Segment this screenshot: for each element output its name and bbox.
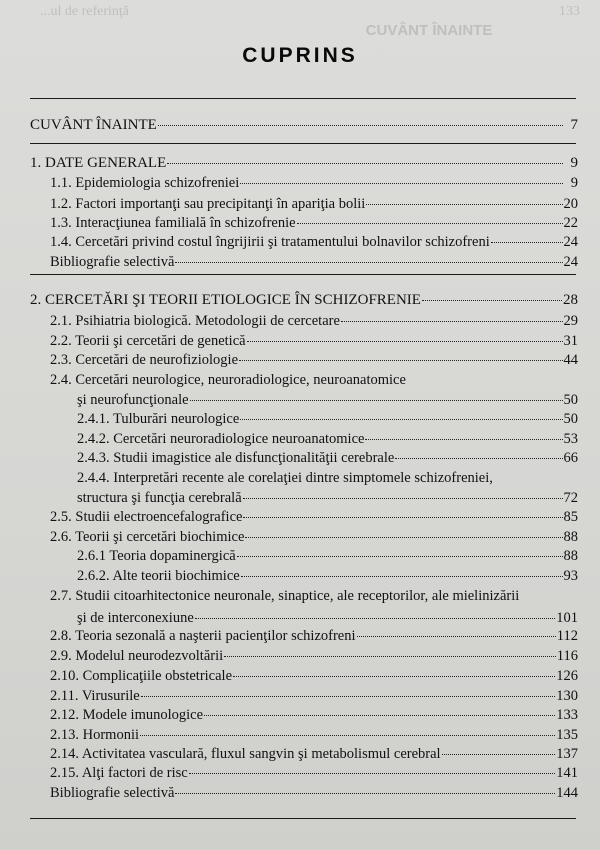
toc-entry-title: Bibliografie selectivă (50, 254, 175, 270)
dot-leader (204, 715, 555, 716)
toc-page-number: 126 (556, 668, 578, 684)
toc-page-number: 24 (563, 234, 578, 250)
toc-entry-title: 2.11. Virusurile (50, 688, 140, 704)
toc-entry[interactable] (50, 648, 578, 664)
toc-page-number: 144 (556, 785, 578, 801)
dot-leader (175, 262, 562, 263)
toc-entry-title: 2.3. Cercetări de neurofiziologie (50, 352, 239, 368)
toc-page-number: 133 (556, 707, 578, 723)
toc-entry-title: 2.5. Studii electroencefalografice (50, 509, 243, 525)
toc-entry[interactable] (77, 548, 578, 564)
toc-page-number: 88 (563, 548, 578, 564)
dot-leader (190, 400, 563, 401)
toc-entry-title: 2.6.1 Teoria dopaminergică (77, 548, 236, 564)
toc-entry-title-cont: structura şi funcţia cerebrală (77, 490, 242, 506)
toc-entry-title: CUVÂNT ÎNAINTE (30, 117, 157, 133)
toc-entry[interactable] (50, 313, 578, 329)
dot-leader (243, 517, 562, 518)
toc-entry[interactable] (50, 765, 578, 781)
toc-page-number: 9 (570, 155, 578, 171)
dot-leader (240, 419, 562, 420)
dot-leader (422, 300, 562, 301)
dot-leader (241, 576, 563, 577)
toc-entry-title: 2.4.2. Cercetări neuroradiologice neuroanatomice (77, 431, 365, 447)
toc-entry-title: 1.1. Epidemiologia schizofreniei (50, 175, 240, 191)
toc-entry-title: 2.9. Modelul neurodezvoltării (50, 648, 224, 664)
toc-entry-title: 2.6.2. Alte teorii biochimice (77, 568, 240, 584)
toc-page-number: 20 (563, 196, 578, 212)
toc-entry[interactable] (77, 568, 578, 584)
dot-leader (195, 618, 555, 619)
toc-page-number: 50 (563, 411, 578, 427)
toc-entry-title: 2.10. Complicaţiile obstetricale (50, 668, 233, 684)
toc-entry[interactable] (50, 628, 578, 644)
toc-entry-title: 2.13. Hormonii (50, 727, 140, 743)
toc-entry-title: 2.1. Psihiatria biologică. Metodologii de cercetare (50, 313, 340, 329)
dot-leader (243, 498, 563, 499)
dot-leader (245, 537, 562, 538)
toc-page-number: 85 (563, 509, 578, 525)
toc-entry-title: 2.4. Cercetări neurologice, neuroradiologice, neuroanatomice (50, 372, 406, 388)
toc-page-number: 72 (563, 490, 578, 506)
dot-leader (341, 321, 563, 322)
dot-leader (491, 242, 563, 243)
toc-entry[interactable] (50, 746, 578, 762)
dot-leader (357, 636, 556, 637)
toc-entry-title: Bibliografie selectivă (50, 785, 175, 801)
toc-page-number: 93 (563, 568, 578, 584)
toc-entry[interactable] (50, 785, 578, 801)
toc-entry-title: 2.15. Alţi factori de risc (50, 765, 188, 781)
toc-page-number: 53 (563, 431, 578, 447)
dot-leader (189, 773, 556, 774)
toc-entry[interactable] (77, 392, 578, 408)
toc-page-number: 141 (556, 765, 578, 781)
toc-page-number: 29 (563, 313, 578, 329)
dot-leader (141, 696, 556, 697)
toc-entry-title: 1. DATE GENERALE (30, 155, 167, 171)
toc-entry-title-cont: şi neurofuncţionale (77, 392, 189, 408)
toc-page-number: 112 (556, 628, 578, 644)
toc-entry[interactable] (50, 215, 578, 231)
toc-entry[interactable] (50, 254, 578, 270)
ghost-page: 133 (559, 4, 580, 19)
divider-1 (30, 143, 576, 144)
dot-leader (366, 204, 562, 205)
toc-entry[interactable] (50, 529, 578, 545)
toc-page-number: 28 (563, 292, 578, 308)
toc-entry[interactable] (50, 352, 578, 368)
toc-entry-title: 2.4.4. Interpretări recente ale corelaţiei dintre simptomele schizofreniei, (77, 470, 493, 486)
toc-page-number: 101 (556, 610, 578, 626)
divider-2 (30, 274, 576, 275)
toc-page-number: 24 (563, 254, 578, 270)
toc-entry[interactable] (50, 688, 578, 704)
toc-entry[interactable] (50, 707, 578, 723)
toc-entry-title: 1.3. Interacţiunea familială în schizofrenie (50, 215, 296, 231)
toc-entry-title: 2.7. Studii citoarhitectonice neuronale, sinaptice, ale receptorilor, ale mielinizării (50, 588, 520, 604)
toc-heading[interactable] (30, 117, 578, 133)
toc-page-number: 7 (570, 117, 578, 133)
dot-leader (233, 676, 555, 677)
toc-entry[interactable] (77, 610, 578, 626)
toc-heading[interactable] (30, 292, 578, 308)
ghost-left: ...ul de referinţă (40, 4, 130, 19)
toc-entry-title: 2.4.3. Studii imagistice ale disfuncţionalităţii cerebrale (77, 450, 395, 466)
toc-entry-title-cont: şi de interconexiune (77, 610, 194, 626)
toc-page-number: 9 (570, 175, 578, 191)
dot-leader (365, 439, 562, 440)
toc-entry[interactable] (77, 450, 578, 466)
dot-leader (442, 754, 556, 755)
toc-entry-title: 2.8. Teoria sezonală a naşterii pacienţilor schizofreni (50, 628, 356, 644)
toc-entry[interactable] (50, 234, 578, 250)
toc-entry-title: 2.4.1. Tulburări neurologice (77, 411, 240, 427)
toc-page-number: 22 (563, 215, 578, 231)
toc-entry-title: 2.2. Teorii şi cercetări de genetică (50, 333, 246, 349)
toc-entry[interactable] (77, 490, 578, 506)
dot-leader (237, 556, 563, 557)
toc-page-number: 116 (556, 648, 578, 664)
toc-heading[interactable] (30, 155, 578, 171)
toc-entry-title: 2.12. Modele imunologice (50, 707, 204, 723)
toc-page-number: 137 (556, 746, 578, 762)
page-title: CUPRINS (242, 44, 358, 67)
toc-page-number: 135 (556, 727, 578, 743)
toc-entry-title: 2. CERCETĂRI ŞI TEORII ETIOLOGICE ÎN SCHIZOFRENIE (30, 292, 421, 308)
dot-leader (240, 183, 563, 184)
toc-entry-title: 2.14. Activitatea vasculară, fluxul sangvin şi metabolismul cerebral (50, 746, 441, 762)
toc-entry[interactable] (50, 333, 578, 349)
toc-entry[interactable] (77, 411, 578, 427)
dot-leader (247, 341, 563, 342)
dot-leader (167, 163, 563, 164)
toc-entry-title: 2.6. Teorii şi cercetări biochimice (50, 529, 245, 545)
toc-entry[interactable] (50, 668, 578, 684)
dot-leader (224, 656, 556, 657)
toc-entry[interactable] (50, 175, 578, 191)
toc-page-number: 50 (563, 392, 578, 408)
toc-entry-title: 1.4. Cercetări privind costul îngrijirii şi tratamentului bolnavilor schizofreni (50, 234, 490, 250)
divider-top (30, 98, 576, 99)
toc-page-number: 130 (556, 688, 578, 704)
toc-page-number: 31 (563, 333, 578, 349)
toc-entry[interactable] (50, 509, 578, 525)
toc-page-number: 66 (563, 450, 578, 466)
bleed-through-text (40, 4, 580, 39)
toc-entry[interactable] (77, 431, 578, 447)
dot-leader (297, 223, 563, 224)
toc-entry[interactable] (50, 727, 578, 743)
dot-leader (158, 125, 563, 126)
dot-leader (140, 735, 555, 736)
toc-page-number: 44 (563, 352, 578, 368)
dot-leader (395, 458, 562, 459)
toc-entry-title: 1.2. Factori importanţi sau precipitanţi în apariţia bolii (50, 196, 366, 212)
dot-leader (239, 360, 562, 361)
toc-entry[interactable] (50, 196, 578, 212)
toc-page-number: 88 (563, 529, 578, 545)
dot-leader (175, 793, 555, 794)
divider-bottom (30, 818, 576, 819)
ghost-title: CUVÂNT ÎNAINTE (365, 22, 493, 39)
